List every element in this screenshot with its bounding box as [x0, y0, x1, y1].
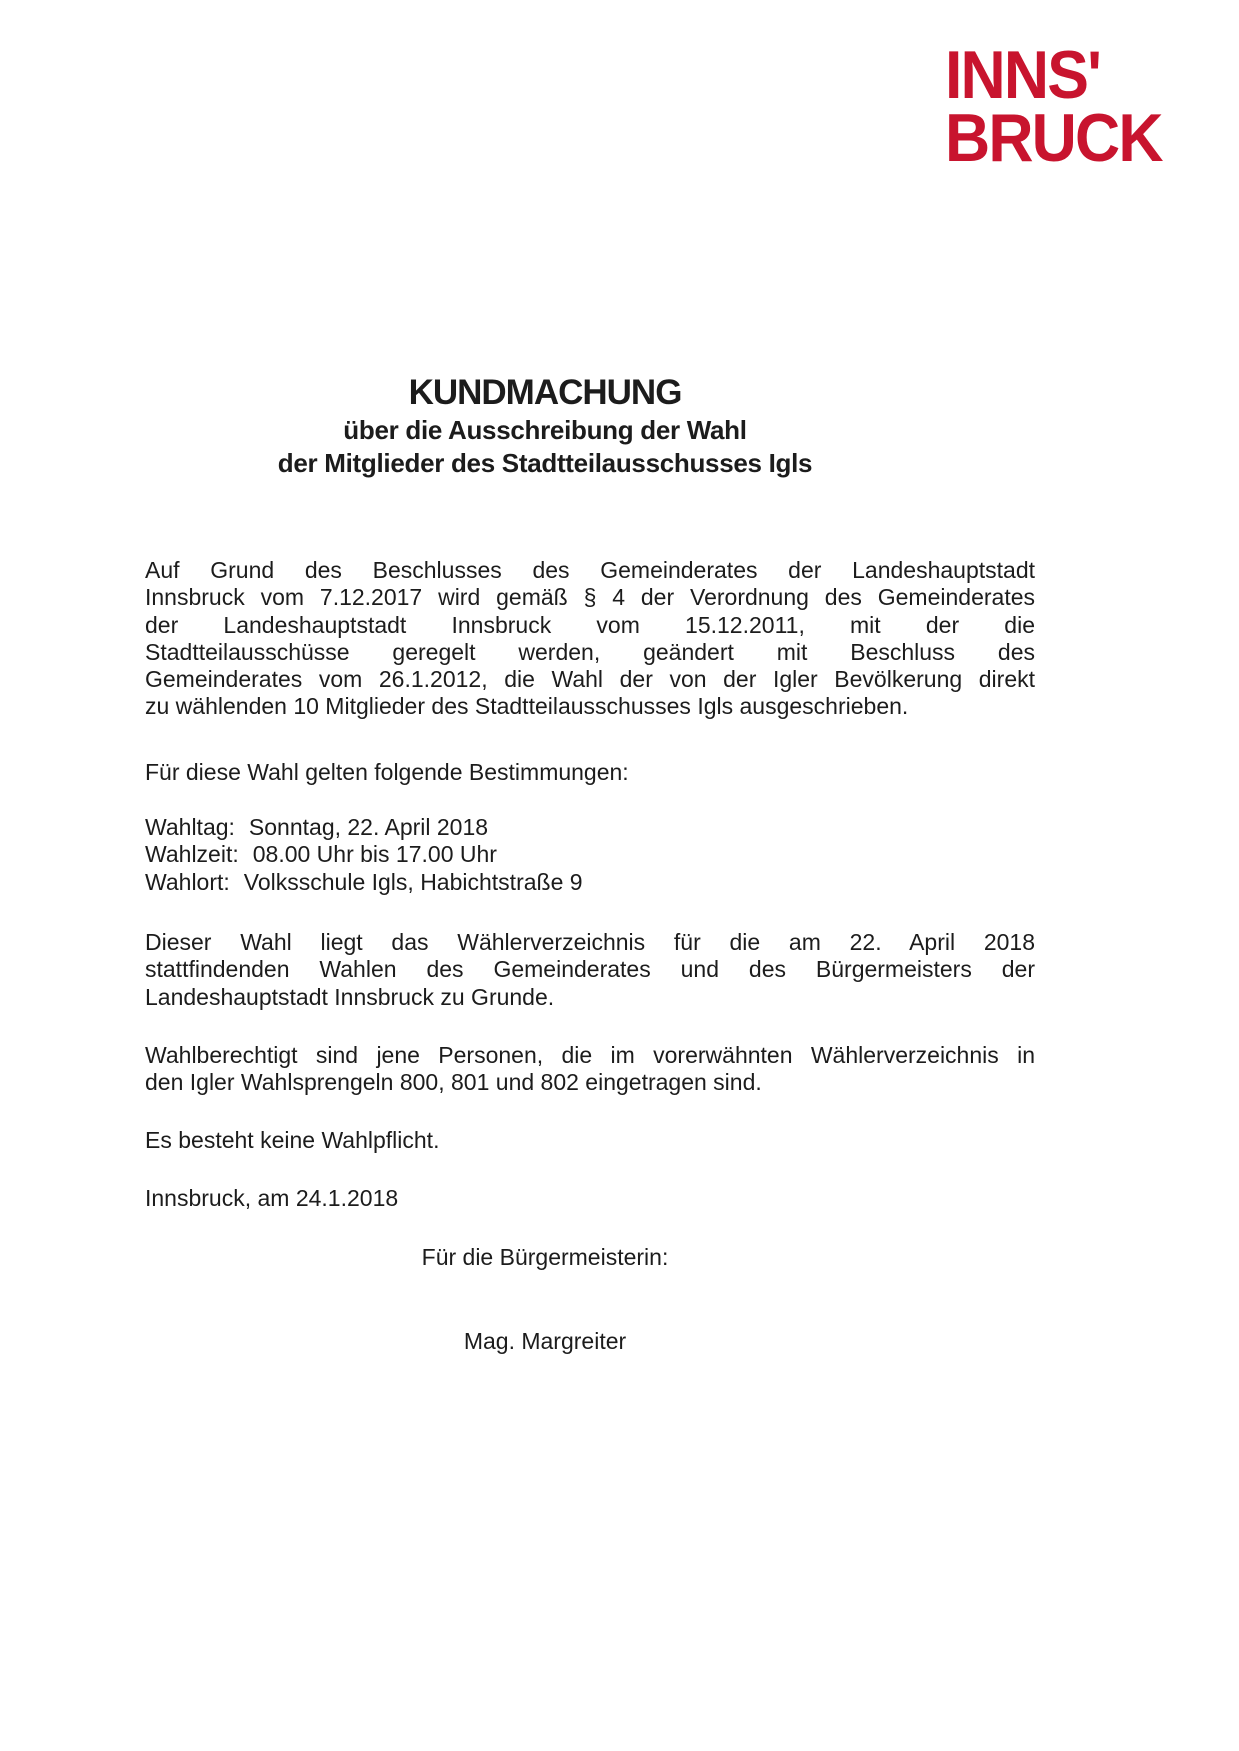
logo-line-1: INNS'	[945, 37, 1101, 113]
detail-value: Sonntag, 22. April 2018	[248, 814, 489, 841]
detail-label: Wahltag:	[145, 814, 235, 841]
paragraph-line: Innsbruck vom 7.12.2017 wird gemäß § 4 der Verordnung des Gemeinderates	[145, 584, 1035, 611]
detail-wahlort	[145, 869, 1035, 896]
election-details	[145, 814, 1035, 896]
paragraph-voter-register	[145, 929, 1035, 1011]
paragraph-line: Auf Grund des Beschlusses des Gemeinderates der Landeshauptstadt	[145, 557, 1035, 583]
paragraph-line: Gemeinderates vom 26.1.2012, die Wahl der von der Igler Bevölkerung direkt	[145, 666, 1035, 693]
paragraph-line: Wahlberechtigt sind jene Personen, die im vorerwähnten Wählerverzeichnis in	[145, 1041, 1035, 1068]
logo-line-2: BRUCK	[945, 100, 1162, 176]
title-block	[145, 372, 945, 480]
innsbruck-logo	[945, 37, 1162, 176]
paragraph-line: Dieser Wahl liegt das Wählerverzeichnis für die am 22. April 2018	[145, 928, 1035, 955]
signature-intro: Für die Bürgermeisterin:	[421, 1244, 669, 1271]
detail-label: Wahlort:	[145, 868, 230, 895]
detail-value: 08.00 Uhr bis 17.00 Uhr	[252, 841, 497, 868]
place-and-date: Innsbruck, am 24.1.2018	[145, 1184, 399, 1211]
signature-name: Mag. Margreiter	[463, 1328, 627, 1355]
paragraph-line: zu wählenden 10 Mitglieder des Stadtteilausschusses Igls ausgeschrieben.	[145, 693, 909, 720]
paragraph-legal-basis	[145, 557, 1035, 721]
detail-value: Volksschule Igls, Habichtstraße 9	[243, 868, 583, 895]
detail-label: Wahlzeit:	[145, 841, 239, 868]
document-subtitle-line-2: der Mitglieder des Stadtteilausschusses Igls	[277, 448, 813, 478]
detail-wahlzeit	[145, 841, 1035, 868]
document-heading: KUNDMACHUNG	[408, 373, 682, 412]
paragraph-line: Landeshauptstadt Innsbruck zu Grunde.	[145, 983, 555, 1010]
paragraph-line: Stadtteilausschüsse geregelt werden, geändert mit Beschluss des	[145, 638, 1035, 665]
paragraph-line: stattfindenden Wahlen des Gemeinderates und des Bürgermeisters der	[145, 956, 1035, 983]
paragraph-line: der Landeshauptstadt Innsbruck vom 15.12.2011, mit der die	[145, 611, 1035, 638]
document-body	[145, 557, 1035, 1356]
paragraph-line: den Igler Wahlsprengeln 800, 801 und 802 eingetragen sind.	[145, 1069, 762, 1096]
document-subtitle-line-1: über die Ausschreibung der Wahl	[343, 415, 747, 445]
provisions-intro: Für diese Wahl gelten folgende Bestimmungen:	[145, 758, 629, 785]
paragraph-eligibility	[145, 1042, 1035, 1097]
no-voting-obligation-note: Es besteht keine Wahlpflicht.	[145, 1127, 440, 1154]
detail-wahltag	[145, 814, 1035, 841]
